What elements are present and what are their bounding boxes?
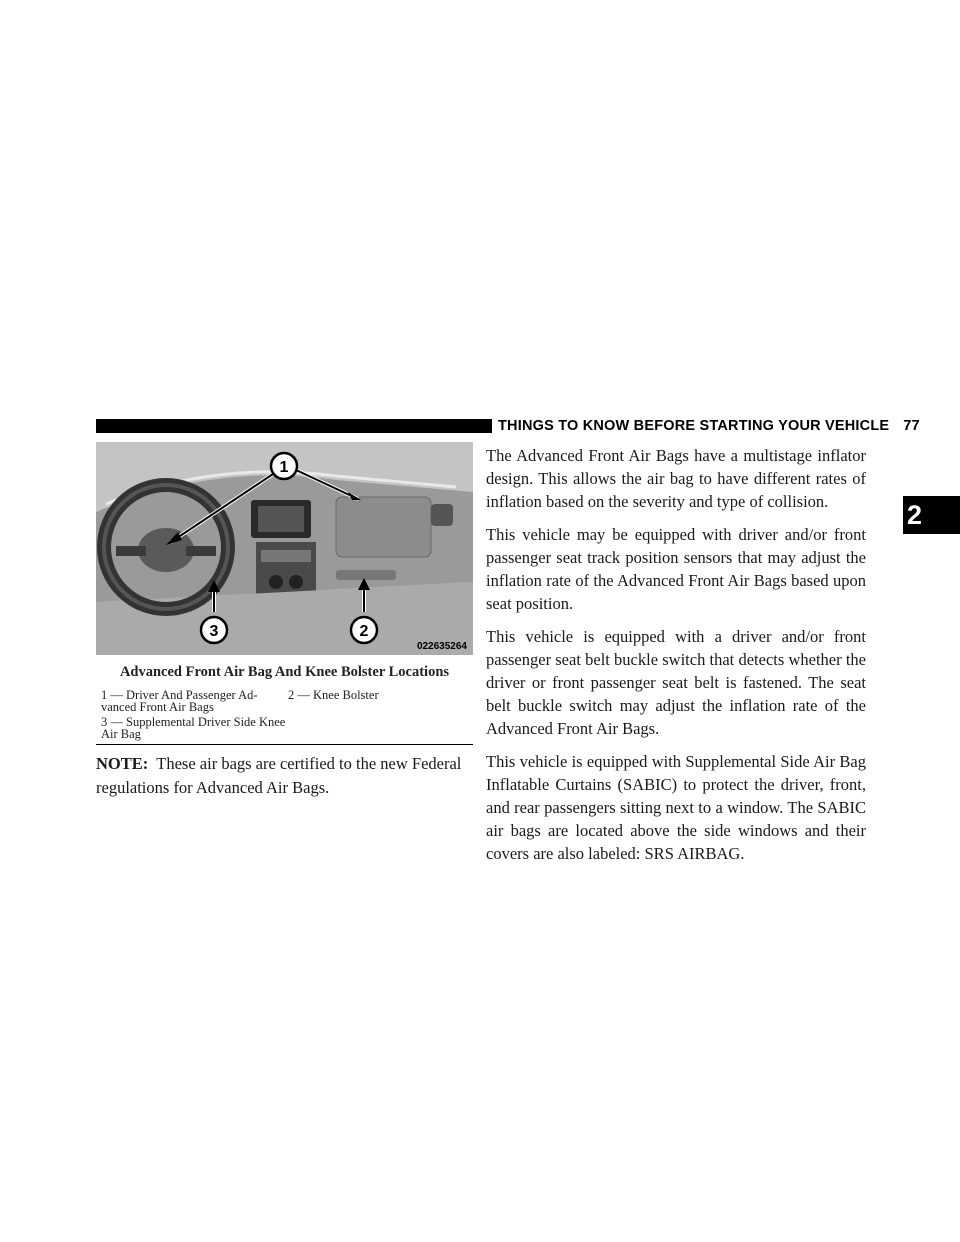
note-text: These air bags are certified to the new Federal regulations for Advanced Air Bags. bbox=[96, 754, 462, 797]
figure-caption: Advanced Front Air Bag And Knee Bolster Locations bbox=[119, 664, 450, 680]
legend-divider bbox=[96, 744, 473, 745]
callout-1: 1 bbox=[279, 459, 289, 476]
body-paragraph-1: The Advanced Front Air Bags have a multistage inflator design. This allows the air bag to have different rates of inflation based on the severity and type of collision. bbox=[486, 446, 866, 511]
body-paragraph-3: This vehicle is equipped with a driver and/or front passenger seat belt buckle switch that detects whether the driver or front passenger seat belt is fastened. The seat belt buckle switch may adjust the inflation rate of the Advanced Front Air Bags. bbox=[486, 627, 866, 738]
page-number: 77 bbox=[903, 418, 920, 434]
legend-item-3: 3 — Supplemental Driver Side Knee Air Bag bbox=[101, 715, 286, 741]
legend-item-2: 2 — Knee Bolster bbox=[288, 688, 379, 702]
note-label: NOTE: bbox=[96, 754, 149, 773]
note-paragraph bbox=[96, 752, 474, 800]
running-title: THINGS TO KNOW BEFORE STARTING YOUR VEHICLE bbox=[498, 418, 890, 434]
dashboard-drawing bbox=[96, 442, 473, 655]
body-paragraph-4: This vehicle is equipped with Supplemental Side Air Bag Inflatable Curtains (SABIC) to protect the driver, front, and rear passengers sitting next to a window. The SABIC air bags are located above the side windows and their covers are also labeled: SRS AIRBAG. bbox=[486, 752, 866, 863]
callout-3: 3 bbox=[209, 623, 219, 640]
header-rule bbox=[96, 419, 492, 433]
chapter-tab: 2 bbox=[903, 496, 960, 534]
dashboard-illustration bbox=[96, 442, 473, 655]
legend-item-1: 1 — Driver And Passenger Ad-vanced Front Air Bags bbox=[101, 688, 258, 714]
image-code: 022635264 bbox=[416, 641, 467, 652]
body-paragraph-2: This vehicle may be equipped with driver and/or front passenger seat track position sensors that may adjust the inflation rate of the Advanced Front Air Bags based upon seat position. bbox=[486, 525, 866, 613]
body-column bbox=[486, 444, 866, 875]
callout-2: 2 bbox=[359, 623, 369, 640]
running-header bbox=[498, 418, 920, 434]
